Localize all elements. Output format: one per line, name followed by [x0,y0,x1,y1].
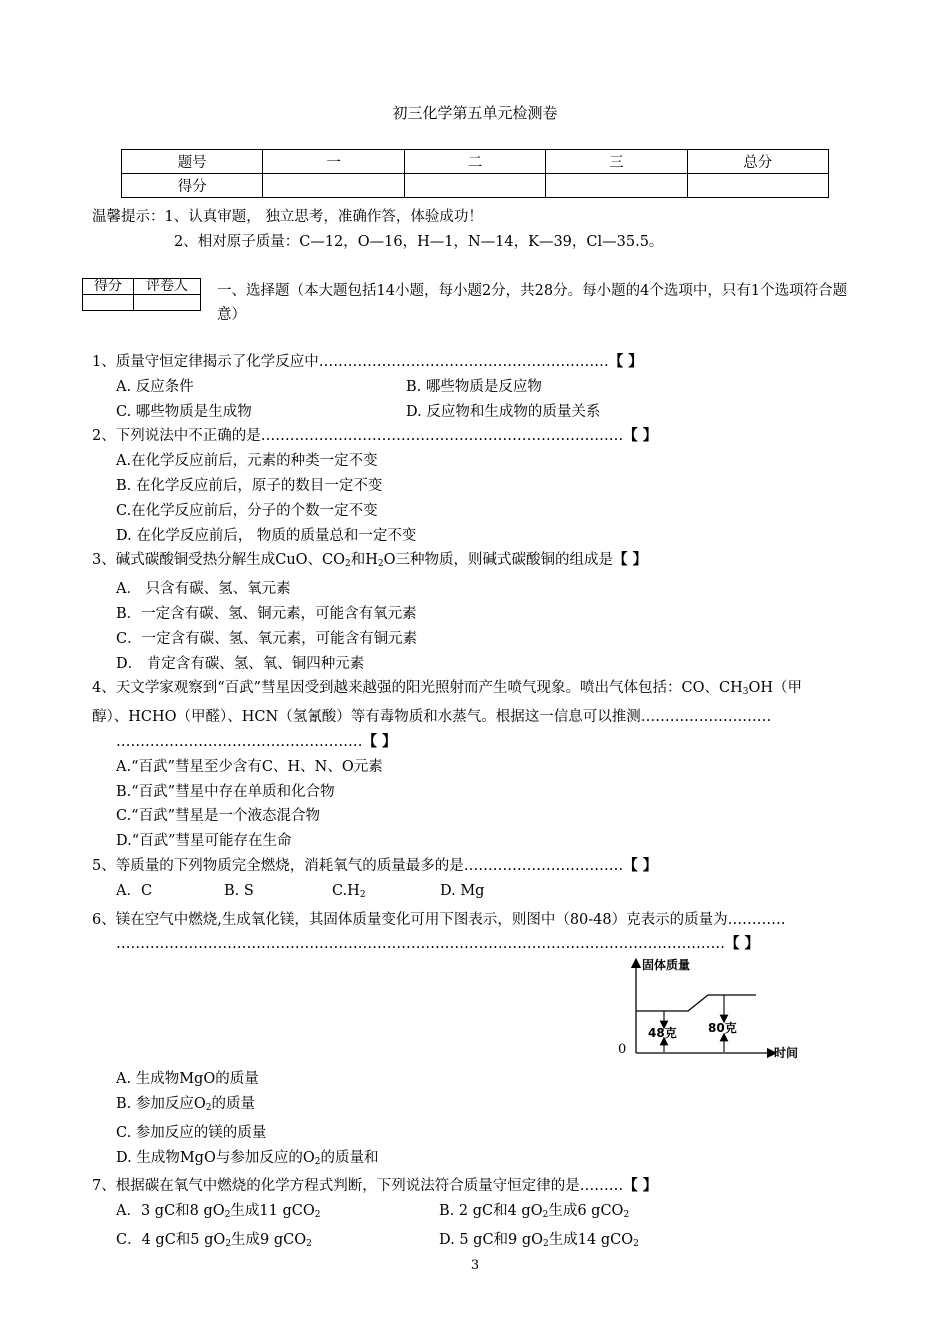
mass-graph [92,957,862,1067]
option[interactable]: A. 反应条件 [116,378,194,395]
option[interactable]: C. 哪些物质是生成物 [116,403,252,420]
option[interactable]: B. 2 gC和4 $gO_2$生成6 gCO$_2$ [439,1203,630,1221]
option[interactable]: D. 生成物MgO与参加反应的$O_2$的质量和 [116,1149,379,1167]
option[interactable]: B. 在化学反应前后，原子的数目一定不变 [116,477,383,494]
option[interactable]: D. 在化学反应前后， 物质的质量总和一定不变 [116,527,417,544]
grader-score-label: 得分 [83,279,134,295]
grader-name-label: 评卷人 [134,279,201,295]
score-cell[interactable] [687,174,828,198]
page-title: 初三化学第五单元检测卷 [392,104,558,122]
option[interactable]: A．3 gC和8 $gO_2$生成11 gCO$_2$ [116,1203,321,1221]
header-cell: 二 [404,150,545,174]
x-axis-label: 时间 [774,1046,799,1061]
question-5-options [92,879,862,908]
question-4-stem-line-3: ……………………………………………【 】 [116,732,397,750]
answer-bracket[interactable]: 【 】 [613,551,648,569]
origin-label: 0 [618,1042,627,1058]
questions [92,350,862,1257]
question-2-stem: 2、下列说法中不正确的是…………………………………………………………………【 】 [92,427,658,445]
header-cell: 三 [546,150,687,174]
question-7-options-ab [92,1199,862,1228]
score-cell[interactable] [263,174,404,198]
score-cell[interactable] [546,174,687,198]
y-axis-label: 固体质量 [642,958,691,973]
question-3-stem: 3、碱式碳酸铜受热分解生成CuO、$CO_2$和$H_2O$三种物质，则碱式碳酸铜的组成是【 】 [92,551,648,570]
header-cell: 总分 [687,150,828,174]
question-1-stem: 1、质量守恒定律揭示了化学反应中……………………………………………………【 】 [92,353,643,370]
section-heading: 一、选择题（本大题包括14小题，每小题2分，共28分。每小题的4个选项中，只有1个选项符合题意） [217,283,848,323]
option[interactable]: A．C [116,882,153,899]
option[interactable]: D.“百武”彗星可能存在生命 [116,833,292,850]
question-4-stem-line-2: 醇）、HCHO（甲醛）、HCN（氢氰酸）等有毒物质和水蒸气。根据这一信息可以推测……………………… [92,709,772,726]
option[interactable]: B. 哪些物质是反应物 [406,378,542,395]
option[interactable]: C．一定含有碳、氢、氧元素，可能含有铜元素 [116,630,418,647]
option[interactable]: A． 只含有碳、氢、氧元素 [116,581,291,598]
option[interactable]: D. Mg [440,882,485,899]
question-7-options-cd [92,1228,862,1257]
option[interactable]: A.在化学反应前后，元素的种类一定不变 [116,453,378,470]
tip-line-1: 温馨提示：1、认真审题， 独立思考，准确作答，体验成功！ [92,209,483,225]
option[interactable]: B．一定含有碳、氢、铜元素，可能含有氧元素 [116,605,417,622]
score-table [121,149,829,198]
question-6-stem-line-2: ………………………………………………………………………………………………………………【 】 [116,935,760,953]
page-number: 3 [470,1258,480,1273]
score-table-score-row [122,174,829,198]
option[interactable]: D． 肯定含有碳、氢、氧、铜四种元素 [116,655,365,672]
option[interactable]: C．4 gC和5 $gO_2$生成9 gCO$_2$ [116,1231,312,1249]
option[interactable]: B. 参加反应$O_2$的质量 [116,1095,255,1113]
grader-name-cell[interactable] [134,295,201,311]
option[interactable]: B.“百武”彗星中存在单质和化合物 [116,783,335,800]
answer-bracket[interactable]: 【 】 [623,856,658,874]
option[interactable]: A. 生成物MgO的质量 [116,1071,259,1088]
question-7-stem: 7、根据碳在氧气中燃烧的化学方程式判断，下列说法符合质量守恒定律的是………【 】 [92,1177,658,1195]
question-6-stem-line-1: 6、镁在空气中燃烧,生成氧化镁，其固体质量变化可用下图表示，则图中（80-48）克表示的质量为………… [92,911,786,928]
mark-48: 48克 [648,1026,677,1041]
mark-80: 80克 [708,1021,737,1036]
option[interactable]: C. 参加反应的镁的质量 [116,1124,267,1141]
option[interactable]: D. 5 gC和9 $gO_2$生成14 gCO$_2$ [439,1231,639,1249]
header-cell: 一 [263,150,404,174]
mass-graph-svg [618,957,902,1065]
mass-curve [636,995,756,1011]
option[interactable]: $C.H_2$ [332,882,366,900]
question-1-options-ab [92,375,862,400]
option[interactable]: C.在化学反应前后，分子的个数一定不变 [116,502,378,519]
score-table-header-row [122,150,829,174]
grader-box [82,278,201,311]
tip-line-2: 2、相对原子质量：C—12，O—16，H—1，N—14，K—39，Cl—35.5。 [174,234,664,250]
option[interactable]: B. S [224,882,254,899]
answer-bracket[interactable]: 【 】 [362,732,397,750]
row-label: 得分 [122,174,263,198]
tips [92,205,663,255]
option[interactable]: A.“百武”彗星至少含有C、H、N、O元素 [116,758,383,775]
answer-bracket[interactable]: 【 】 [608,353,643,370]
option[interactable]: C.“百武”彗星是一个液态混合物 [116,808,321,825]
question-4-stem-line-1: 4、天文学家观察到“百武”彗星因受到越来越强的阳光照射而产生喷气现象。喷出气体包括：CO、$CH_3OH$（甲 [92,680,803,698]
score-cell[interactable] [404,174,545,198]
option[interactable]: D. 反应物和生成物的质量关系 [406,403,601,420]
question-5-stem: 5、等质量的下列物质完全燃烧，消耗氧气的质量最多的是……………………………【 】 [92,856,658,874]
grader-score-cell[interactable] [83,295,134,311]
answer-bracket[interactable]: 【 】 [725,935,760,953]
answer-bracket[interactable]: 【 】 [623,427,658,445]
header-cell: 题号 [122,150,263,174]
answer-bracket[interactable]: 【 】 [623,1177,658,1195]
question-1-options-cd [92,400,862,425]
